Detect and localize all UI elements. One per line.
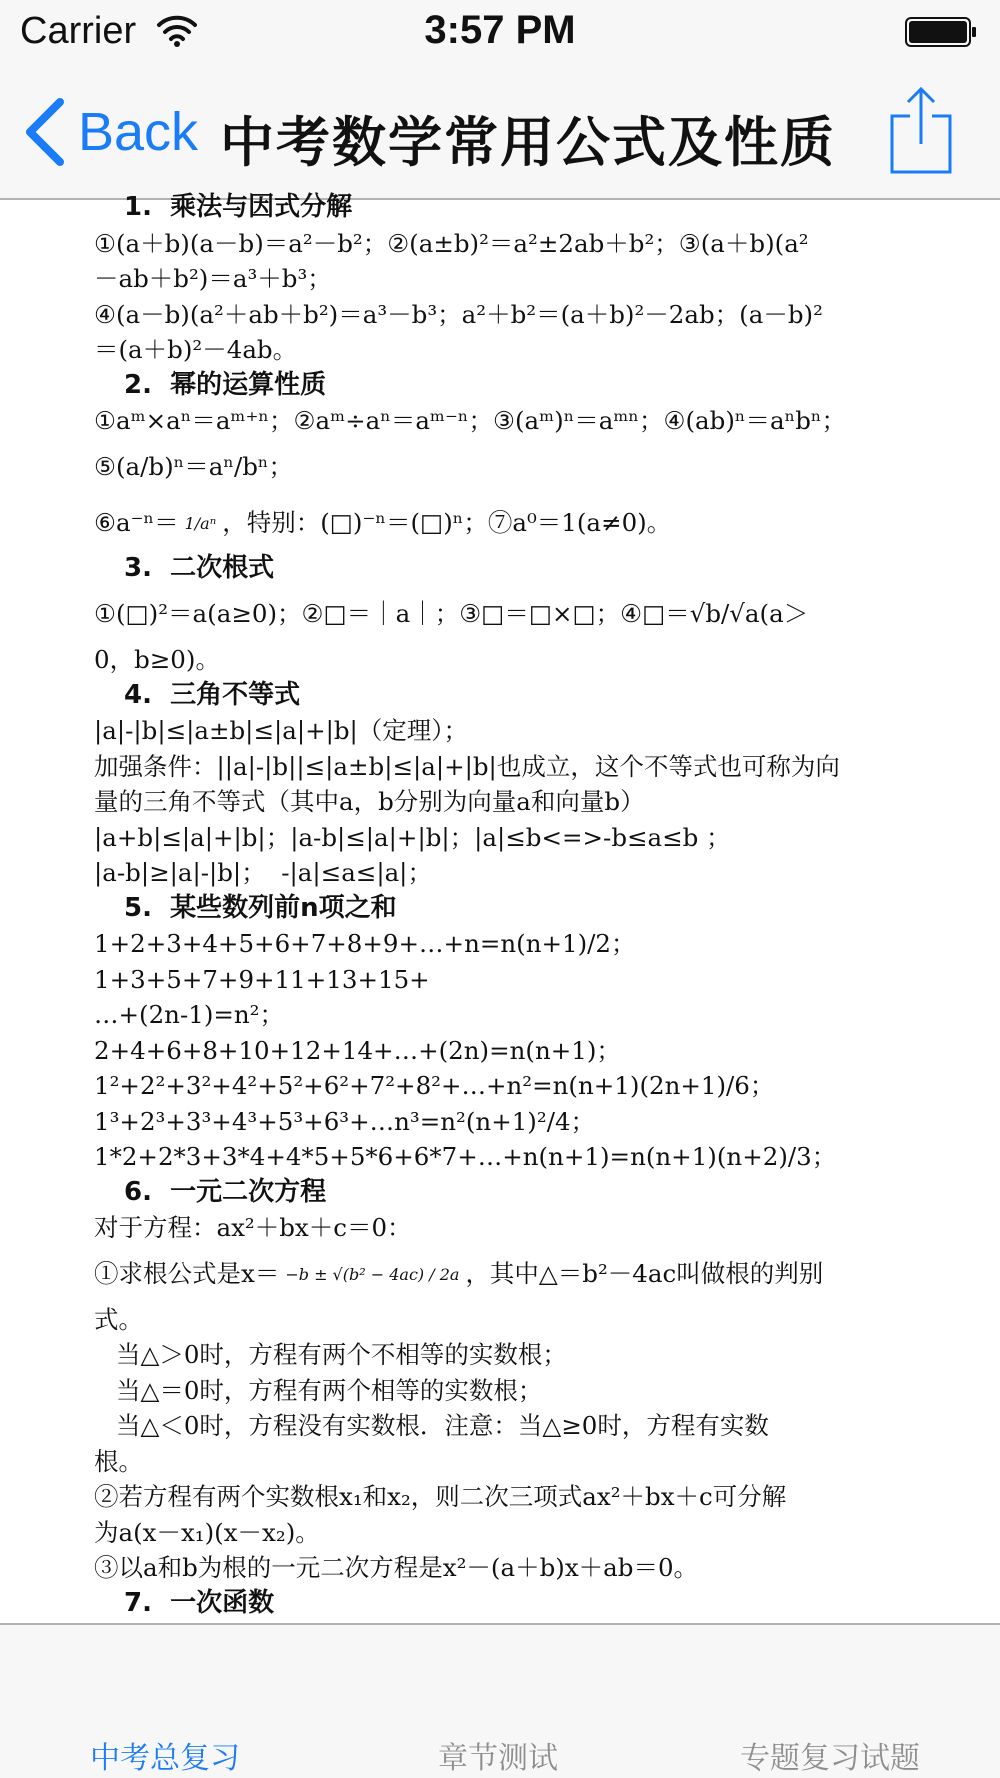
section-title: 5. 某些数列前n项之和	[124, 892, 397, 923]
formula-line: 为a(x－x₁)(x－x₂)。	[94, 1517, 320, 1547]
formula-line: ①(□)²＝a(a≥0)；②□＝｜a｜；③□＝□×□；④□＝√b/√a(a＞	[94, 599, 809, 628]
formula-line: 1²+2²+3²+4²+5²+6²+7²+8²+…+n²=n(n+1)(2n+1)/6；	[94, 1071, 775, 1100]
formula-line: ②若方程有两个实数根x₁和x₂，则二次三项式ax²＋bx＋c可分解	[94, 1482, 787, 1511]
formula-line: |a-b|≥|a|-|b|； -|a|≤a≤|a|；	[94, 858, 432, 887]
formula-line: 当△＞0时，方程有两个不相等的实数根；	[116, 1340, 567, 1369]
formula-document	[94, 190, 944, 1657]
quadratic-formula-fraction: −b ± √(b² − 4ac) / 2a	[285, 1265, 460, 1284]
back-label: Back	[78, 102, 199, 162]
section-title: 4. 三角不等式	[124, 679, 301, 710]
formula-text: ⑤(a/b)ⁿ＝	[94, 451, 209, 481]
formula-line: 对于方程：ax²＋bx＋c＝0：	[94, 1213, 412, 1242]
page-title: 中考数学常用公式及性质	[220, 111, 836, 174]
section-title: 7. 一次函数	[124, 1587, 275, 1618]
formula-line: 当△＝0时，方程有两个相等的实数根；	[116, 1375, 543, 1405]
formula-line: 量的三角不等式（其中a，b分别为向量a和向量b）	[94, 787, 645, 816]
formula-line: 式。	[94, 1304, 143, 1334]
formula-text: ①求根公式是x＝	[94, 1258, 280, 1288]
formula-line: ④(a－b)(a²＋ab＋b²)＝a³－b³；a²＋b²＝(a＋b)²－2ab；(a－b)²	[94, 299, 823, 329]
formula-line: …+(2n-1)=n²；	[94, 1000, 285, 1029]
chevron-left-icon	[22, 97, 66, 167]
status-bar	[0, 0, 1000, 64]
share-icon[interactable]	[888, 86, 954, 176]
back-button[interactable]	[22, 94, 198, 170]
formula-text: ⑥a⁻ⁿ＝	[94, 507, 179, 537]
formula-line: －ab＋b²)＝a³＋b³；	[94, 264, 332, 293]
formula-line: ＝(a＋b)²－4ab。	[94, 335, 298, 364]
section-title: 6. 一元二次方程	[124, 1176, 327, 1207]
formula-line: 加强条件：||a|-|b||≤|a±b|≤|a|+|b|也成立，这个不等式也可称为向	[94, 751, 840, 781]
formula-line	[94, 495, 944, 551]
formula-line: 1+2+3+4+5+6+7+8+9+…+n=n(n+1)/2；1+3+5+7+9+11+13+15+	[94, 929, 636, 994]
formula-line: |a|-|b|≤|a±b|≤|a|+|b|（定理）；	[94, 716, 469, 745]
formula-line	[94, 439, 944, 495]
formula-line: 1³+2³+3³+4³+5³+6³+…n³=n²(n+1)²/4；	[94, 1106, 596, 1136]
formula-line: |a+b|≤|a|+|b|；|a-b|≤|a|+|b|；|a|≤b<=>-b≤a≤b ；	[94, 822, 731, 852]
formula-text: aⁿ/bⁿ；	[208, 451, 293, 481]
formula-line: 0，b≥0)。	[94, 645, 220, 674]
formula-line: ③以a和b为根的一元二次方程是x²－(a＋b)x＋ab＝0。	[94, 1553, 699, 1582]
section-title: 3. 二次根式	[124, 552, 275, 583]
document-viewer[interactable]	[0, 192, 1000, 1623]
formula-line: ①(a＋b)(a－b)＝a²－b²；②(a±b)²＝a²±2ab＋b²；③(a＋b)(a²	[94, 228, 809, 258]
fraction: 1/aⁿ	[184, 514, 217, 533]
formula-line: 根。	[94, 1446, 143, 1476]
navigation-bar	[0, 64, 1000, 200]
tab-exam-review[interactable]: 中考总复习	[90, 1741, 240, 1776]
formula-line: 2+4+6+8+10+12+14+…+(2n)=n(n+1)；	[94, 1035, 621, 1065]
formula-line: ①aᵐ×aⁿ＝aᵐ⁺ⁿ；②aᵐ÷aⁿ＝aᵐ⁻ⁿ；③(aᵐ)ⁿ＝aᵐⁿ；④(ab)ⁿ＝aⁿbⁿ；	[94, 406, 846, 435]
formula-text: ，其中△＝b²－4ac叫做根的判别	[465, 1258, 824, 1288]
carrier-label: Carrier	[20, 10, 137, 52]
formula-text: ，特别：(□)⁻ⁿ＝(□)ⁿ；⑦a⁰＝1(a≠0)。	[222, 507, 672, 537]
formula-line: 1*2+2*3+3*4+4*5+5*6+6*7+…+n(n+1)=n(n+1)(n+2)/3；	[94, 1142, 837, 1171]
section-title: 2. 幂的运算性质	[124, 369, 327, 400]
tab-topic-review[interactable]: 专题复习试题	[740, 1741, 920, 1776]
formula-line	[94, 1246, 944, 1302]
tab-bar	[0, 1623, 1000, 1778]
tab-chapter-test[interactable]: 章节测试	[438, 1741, 558, 1776]
battery-icon	[905, 17, 977, 47]
formula-line: 当△＜0时，方程没有实数根．注意：当△≥0时，方程有实数	[116, 1411, 769, 1440]
section-title: 1. 乘法与因式分解	[124, 192, 353, 222]
status-time: 3:57 PM	[424, 8, 576, 52]
